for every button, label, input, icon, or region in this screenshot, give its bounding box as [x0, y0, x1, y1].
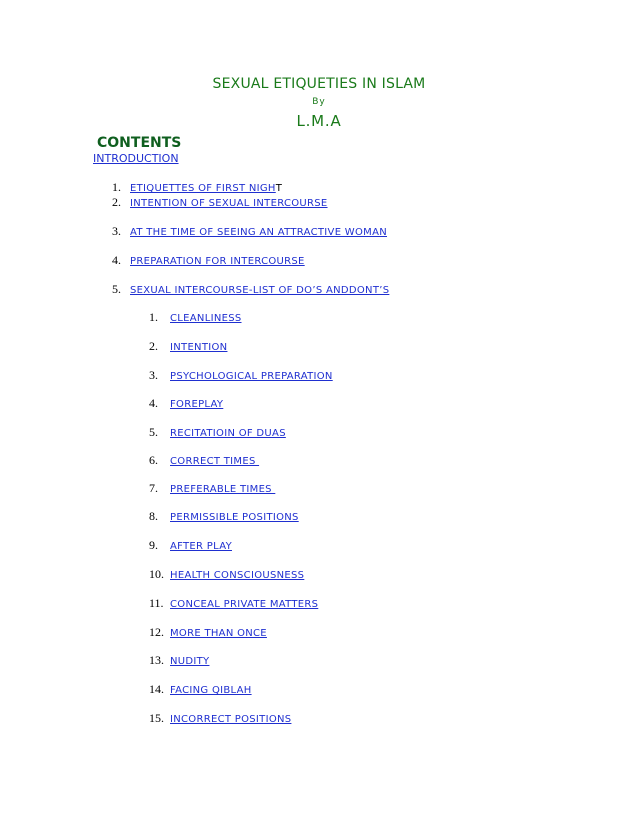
sub-list-item [149, 368, 333, 383]
toc-link[interactable]: AFTER PLAY [170, 541, 232, 552]
toc-link[interactable]: PERMISSIBLE POSITIONS [170, 512, 299, 523]
sub-list-item [149, 453, 259, 468]
list-number: 6. [149, 453, 158, 467]
sub-list-item [149, 625, 267, 640]
main-list-item [112, 253, 305, 268]
toc-link[interactable]: HEALTH CONSCIOUSNESS [170, 570, 305, 581]
link-tail-text: T [275, 183, 283, 194]
list-number: 5. [149, 425, 158, 439]
sub-list-item [149, 509, 299, 524]
list-number: 8. [149, 509, 158, 523]
toc-link[interactable]: INTENTION [170, 342, 228, 353]
sub-list-item [149, 653, 209, 668]
author-name: L.M.A [296, 112, 342, 130]
sub-list-item [149, 711, 291, 726]
sub-list-item [149, 567, 304, 582]
list-number: 4. [112, 253, 121, 267]
list-number: 2. [149, 339, 158, 353]
document-title [0, 76, 638, 92]
toc-link[interactable]: PREFERABLE TIMES [170, 484, 276, 495]
toc-link[interactable]: FOREPLAY [170, 399, 224, 410]
list-number: 11. [149, 596, 164, 610]
list-number: 14. [149, 682, 164, 696]
sub-list-item [149, 538, 232, 553]
list-number: 3. [112, 224, 121, 238]
sub-list-item [149, 596, 318, 611]
list-number: 12. [149, 625, 164, 639]
main-list-item [112, 180, 282, 195]
toc-link[interactable]: SEXUAL INTERCOURSE-LIST OF DO’S ANDDONT’S [130, 285, 390, 296]
toc-link[interactable]: MORE THAN ONCE [170, 628, 267, 639]
by-line: By [312, 97, 326, 107]
list-number: 5. [112, 282, 121, 296]
list-number: 7. [149, 481, 158, 495]
list-number: 2. [112, 195, 121, 209]
sub-list-item [149, 682, 252, 697]
toc-link[interactable]: INTENTION OF SEXUAL INTERCOURSE [130, 198, 328, 209]
toc-link[interactable]: PREPARATION FOR INTERCOURSE [130, 256, 305, 267]
sub-list-item [149, 481, 275, 496]
toc-link[interactable]: RECITATIOIN OF DUAS [170, 428, 286, 439]
list-number: 1. [112, 180, 121, 194]
list-number: 13. [149, 653, 164, 667]
toc-link[interactable]: INCORRECT POSITIONS [170, 714, 292, 725]
toc-link[interactable]: NUDITY [170, 656, 210, 667]
list-number: 4. [149, 396, 158, 410]
toc-link[interactable]: FACING QIBLAH [170, 685, 252, 696]
main-list-item [112, 282, 389, 297]
toc-link[interactable]: PSYCHOLOGICAL PREPARATION [170, 371, 333, 382]
toc-link[interactable]: CORRECT TIMES [170, 456, 260, 467]
main-list-item [112, 195, 328, 210]
sub-list-item [149, 396, 223, 411]
sub-list-item [149, 310, 242, 325]
main-list-item [112, 224, 387, 239]
toc-link[interactable]: CONCEAL PRIVATE MATTERS [170, 599, 319, 610]
toc-link[interactable]: CLEANLINESS [170, 313, 242, 324]
toc-link[interactable]: ETIQUETTES OF FIRST NIGH [130, 183, 276, 194]
list-number: 1. [149, 310, 158, 324]
sub-list-item [149, 425, 286, 440]
contents-heading: CONTENTS [97, 135, 182, 151]
toc-link[interactable]: AT THE TIME OF SEEING AN ATTRACTIVE WOMAN [130, 227, 388, 238]
list-number: 9. [149, 538, 158, 552]
sub-list-item [149, 339, 227, 354]
introduction-link[interactable]: INTRODUCTION [93, 152, 179, 165]
list-number: 10. [149, 567, 164, 581]
list-number: 15. [149, 711, 164, 725]
introduction-entry [93, 152, 179, 165]
list-number: 3. [149, 368, 158, 382]
document-title-text: SEXUAL ETIQUETIES IN ISLAM [212, 76, 426, 92]
